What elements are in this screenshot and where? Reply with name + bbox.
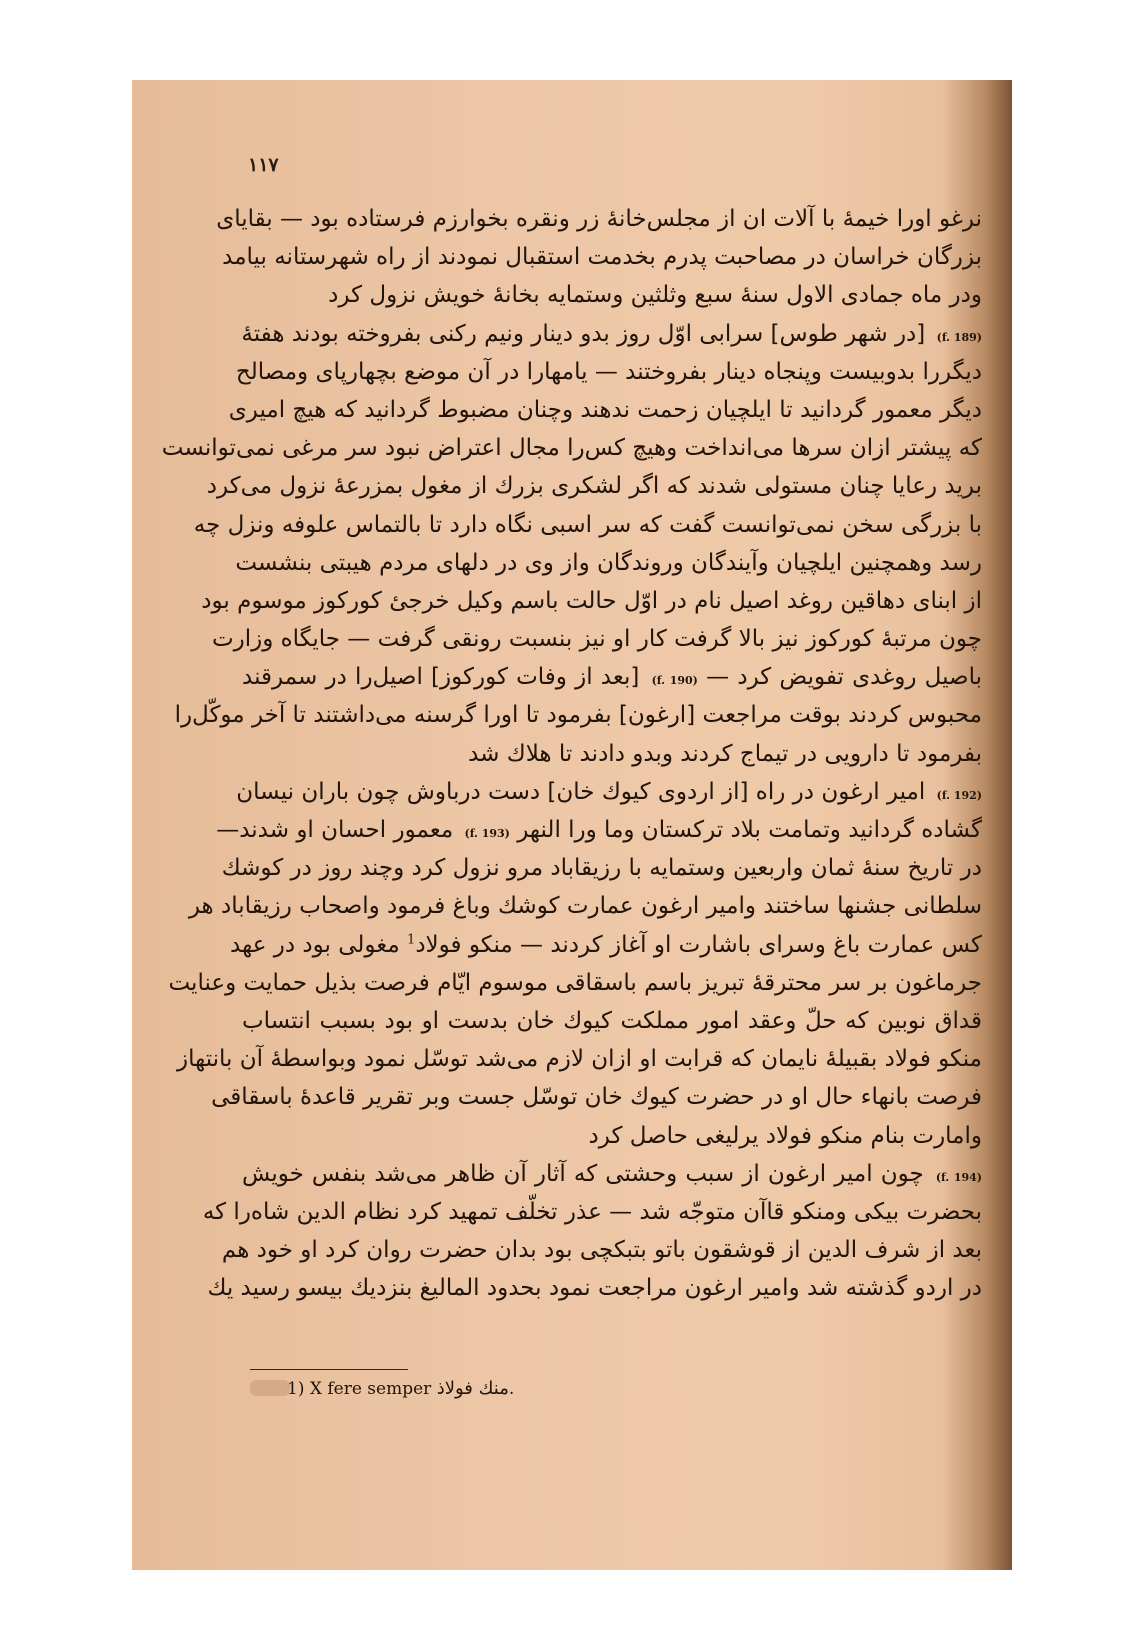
line-text: وامارت بنام منکو فولاد یرلیغی حاصل کرد (588, 1122, 982, 1149)
line-text: معمور احسان او شدند— (216, 817, 454, 843)
text-line (188, 887, 982, 925)
text-line (242, 1155, 982, 1193)
page-number: ۱۱۷ (248, 154, 279, 176)
text-line (242, 735, 982, 773)
text-line (211, 1078, 982, 1116)
line-text: رسد وهمچنین ایلچیان وآیندگان وروندگان واز وی در دلهای مردم هیبتی بنشست (235, 549, 982, 576)
text-line (235, 544, 982, 582)
line-text: جرماغون بر سر محترقهٔ تبریز باسم باسقاقی موسوم ایّام فرصت بذیل حمایت وعنایت (168, 969, 982, 996)
line-text: در تاریخ سنهٔ ثمان واربعین وستمایه با رزیقاباد مرو نزول کرد وچند روز در کوشك (221, 855, 982, 882)
line-text: سلطانی جشنها ساختند وامیر ارغون عمارت کوشك وباغ فرمود واصحاب رزیقاباد هر (188, 893, 982, 920)
line-text: امیر ارغون در راه [از اردوی کیوك خان] دست درباوش چون باران نیسان (236, 778, 926, 805)
text-line (206, 467, 982, 505)
folio-marker: (f. 194) (935, 1170, 983, 1184)
text-line (242, 1002, 982, 1040)
footnote-end: . (508, 1379, 515, 1399)
text-line (228, 391, 982, 429)
text-line (201, 582, 982, 620)
text-line (222, 238, 982, 276)
line-text: نرغو اورا خیمهٔ با آلات ان از مجلس‌خانهٔ زر ونقره بخوارزم فرستاده بود — بقایای (216, 206, 982, 232)
text-line (242, 315, 982, 353)
folio-marker: (f. 193) (464, 827, 510, 840)
line-text: باصیل روغدی تفویض کرد — (706, 664, 982, 691)
scanned-page (132, 80, 1012, 1570)
line-text: بفرمود تا دارویی در تیماج کردند وبدو دادند تا هلاك شد (468, 740, 982, 767)
line-text: که پیشتر ازان سرها می‌انداخت وهیچ کس‌را مجال اعتراض نبود سر مرغی نمی‌توانست (161, 435, 982, 462)
line-text: قداق نوبین که حلّ وعقد امور مملکت کیوك خان بدست او بود بسبب انتساب (242, 1007, 982, 1034)
line-text: محبوس کردند بوقت مراجعت [ارغون] بفرمود تا اورا گرسنه می‌داشتند تا آخر موکّل‌را (174, 702, 982, 729)
line-text: مغولی بود در عهد (230, 931, 400, 958)
line-text: بحضرت بیکی ومنکو قاآن متوجّه شد — عذر تخلّف تمهید کرد نظام الدین شاه‌را که (202, 1198, 982, 1225)
text-line (216, 811, 982, 849)
text-line (216, 200, 982, 238)
line-text: برید رعایا چنان مستولی شدند که اگر لشکری بزرك از مغول بمزرعهٔ نزول می‌کرد (206, 473, 982, 500)
text-line (242, 1117, 982, 1155)
line-text: کس عمارت باغ وسرای باشارت او آغاز کردند — منکو فولاد (415, 931, 982, 958)
folio-marker: (f. 190) (651, 674, 698, 688)
line-text: از ابنای دهاقین روغد اصیل نام در اوّل حالت باسم وکیل خرجیٔ کورکوز موسوم بود (201, 587, 982, 614)
text-line (221, 849, 982, 887)
footnote-marker: 1) (287, 1379, 305, 1399)
footnote (287, 1378, 514, 1399)
footnote-divider (250, 1369, 408, 1370)
line-text: دیگر معمور گردانید تا ایلچیان زحمت ندهند وچنان مضبوط گردانید که هیچ امیری (228, 396, 982, 423)
line-text: بزرگان خراسان در مصاحبت پدرم بخدمت استقبال نمودند از راه شهرستانه بیامد (222, 244, 982, 271)
text-line (176, 1040, 982, 1078)
line-text: منکو فولاد بقبیلهٔ نایمان که قرابت او ازان لازم می‌شد توسّل نمود وبواسطهٔ آن بانتهاز (176, 1046, 982, 1073)
line-text: ودر ماه جمادی الاول سنهٔ سبع وثلثین وستمایه بخانهٔ خویش نزول کرد (328, 282, 982, 309)
folio-marker: (f. 192) (936, 788, 982, 802)
line-text: [بعد از وفات کورکوز] اصیل‌را در سمرقند (242, 664, 640, 691)
text-line (230, 926, 982, 964)
line-text: چون مرتبهٔ کورکوز نیز بالا گرفت کار او نیز بنسبت رونقی گرفت — جایگاه وزارت (211, 626, 982, 653)
line-text: [در شهر طوس] سرابی اوّل روز بدو دینار ونیم رکنی بفروخته بودند هفتهٔ (241, 320, 926, 347)
text-line (207, 1269, 982, 1307)
footnote-arabic: منك فولاذ (436, 1378, 509, 1399)
text-line (211, 620, 982, 658)
line-text: گشاده گردانید وتمامت بلاد ترکستان وما ورا النهر (517, 817, 982, 843)
line-text: دیگررا بدوبیست وپنجاه دینار بفروختند — یامهارا در آن موضع بچهارپای ومصالح (235, 358, 982, 385)
text-line (161, 429, 982, 467)
text-line (236, 773, 982, 811)
footnote-reference: 1 (407, 931, 416, 947)
text-line (193, 506, 982, 544)
line-text: فرصت بانهاء حال او در حضرت کیوك خان توسّل جست وبر تقریر قاعدهٔ باسقاقی (211, 1084, 982, 1111)
folio-marker: (f. 189) (936, 330, 982, 344)
line-text: با بزرگی سخن نمی‌توانست گفت که سر اسبی نگاه دارد تا بالتماس علوفه ونزل چه (193, 511, 982, 538)
text-line (202, 1193, 982, 1231)
footnote-latin: X fere semper (309, 1379, 432, 1399)
text-line (235, 353, 982, 391)
text-line (242, 658, 982, 696)
line-text: در اردو گذشته شد وامیر ارغون مراجعت نمود بحدود المالیغ بنزدیك بیسو رسید یك (207, 1275, 982, 1302)
page-smudge (250, 1380, 290, 1396)
text-line (242, 276, 982, 314)
text-line (168, 964, 982, 1002)
text-line (174, 696, 982, 734)
body-text (161, 200, 983, 1307)
text-line (221, 1231, 982, 1269)
line-text: چون امیر ارغون از سبب وحشتی که آثار آن ظاهر می‌شد بنفس خویش (242, 1160, 924, 1187)
line-text: بعد از شرف الدین از قوشقون باتو بتبکچی بود بدان حضرت روان کرد او خود هم (221, 1237, 982, 1264)
